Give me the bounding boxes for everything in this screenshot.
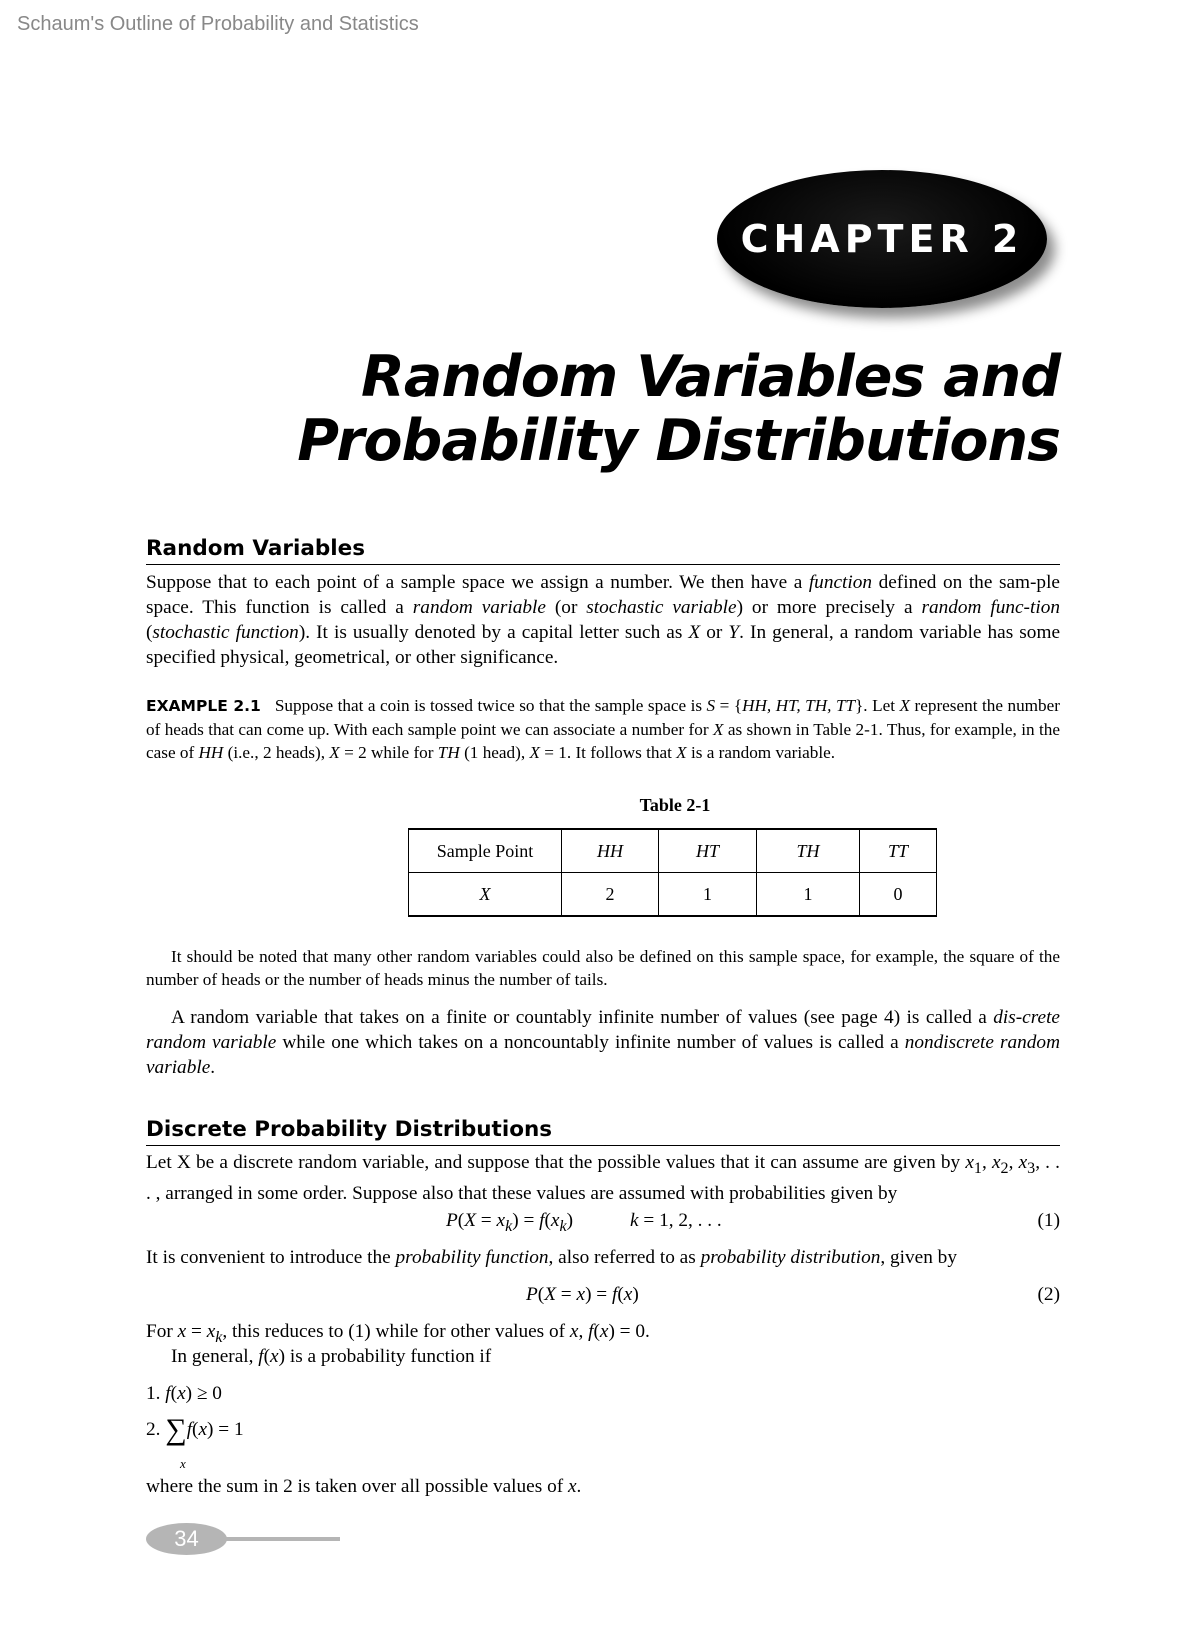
condition-2: 2. ∑f(x) = 1 x <box>146 1417 244 1442</box>
table-caption: Table 2-1 <box>639 795 711 815</box>
probability-function-paragraph: It is convenient to introduce the probability function, also referred to as probability distribution, given by <box>146 1247 957 1268</box>
running-header: Schaum's Outline of Probability and Statistics <box>17 13 419 35</box>
table-cell: 1 <box>757 873 860 917</box>
table-row <box>409 873 937 917</box>
conditions-intro: In general, f(x) is a probability function if <box>171 1346 492 1367</box>
chapter-label: CHAPTER 2 <box>740 217 1024 261</box>
table-cell: 2 <box>562 873 659 917</box>
summation-index: x <box>180 1456 186 1471</box>
example-label: EXAMPLE 2.1 <box>146 697 261 715</box>
page-number: 34 <box>146 1523 227 1555</box>
chapter-title-line2: Probability Distributions <box>297 408 1060 474</box>
table-cell: HH <box>562 829 659 873</box>
discrete-definition-paragraph: A random variable that takes on a finite or countably infinite number of values (see page 4) is called a dis-crete random variable while one which takes on a noncountably infinite number of values is called a nondiscrete random variable. <box>146 1007 1060 1078</box>
table-cell: 0 <box>860 873 937 917</box>
folio-rule <box>222 1537 340 1541</box>
discrete-intro-paragraph: Let X be a discrete random variable, and suppose that the possible values that it can assume are given by $x_1$, $x_2$, $x_3$, . . . , arranged in some order. Suppose also that these values are assumed with probabilities given by <box>146 1152 1061 1204</box>
section-heading-discrete-probability: Discrete Probability Distributions <box>146 1117 1060 1146</box>
equation-number: (1) <box>1037 1210 1060 1231</box>
random-variables-paragraph: Suppose that to each point of a sample space we assign a number. We then have a function defined on the sam-ple space. This function is called a random variable (or stochastic variable) or more precisely a random func-tion (stochastic function). It is usually denoted by a capital letter such as X or Y. In general, a random variable has some specified physical, geometrical, or other significance. <box>146 572 1061 668</box>
table-row <box>409 829 937 873</box>
section-heading-random-variables: Random Variables <box>146 536 1060 565</box>
condition-1: 1. f(x) ≥ 0 <box>146 1383 222 1404</box>
note-paragraph: It should be noted that many other random variables could also be defined on this sample space, for example, the square of the number of heads or the number of heads minus the number of tails. <box>146 947 1060 989</box>
table-cell: TT <box>860 829 937 873</box>
summation-symbol: ∑ <box>165 1413 187 1446</box>
reduction-paragraph: For $x = x_k$, this reduces to (1) while for other values of x, f(x) = 0. <box>146 1321 650 1346</box>
table-cell: Sample Point <box>409 829 562 873</box>
table-cell: TH <box>757 829 860 873</box>
example-2-1: EXAMPLE 2.1 Suppose that a coin is tossed twice so that the sample space is S = {HH, HT, TH, TT}. Let X represent the number of heads that can come up. With each sample point we can associate a number for X as shown in Table 2-1. Thus, for example, in the case of HH (i.e., 2 heads), X = 2 while for TH (1 head), X = 1. It follows that X is a random variable. <box>146 696 1060 762</box>
table-cell: X <box>409 873 562 917</box>
chapter-title-line1: Random Variables and <box>360 344 1060 410</box>
equation-number: (2) <box>1037 1284 1060 1305</box>
chapter-title <box>297 345 1060 473</box>
table-cell: HT <box>659 829 757 873</box>
table-cell: 1 <box>659 873 757 917</box>
sum-note-paragraph: where the sum in 2 is taken over all possible values of x. <box>146 1476 582 1497</box>
chapter-badge <box>717 170 1047 308</box>
table-2-1 <box>408 828 937 917</box>
